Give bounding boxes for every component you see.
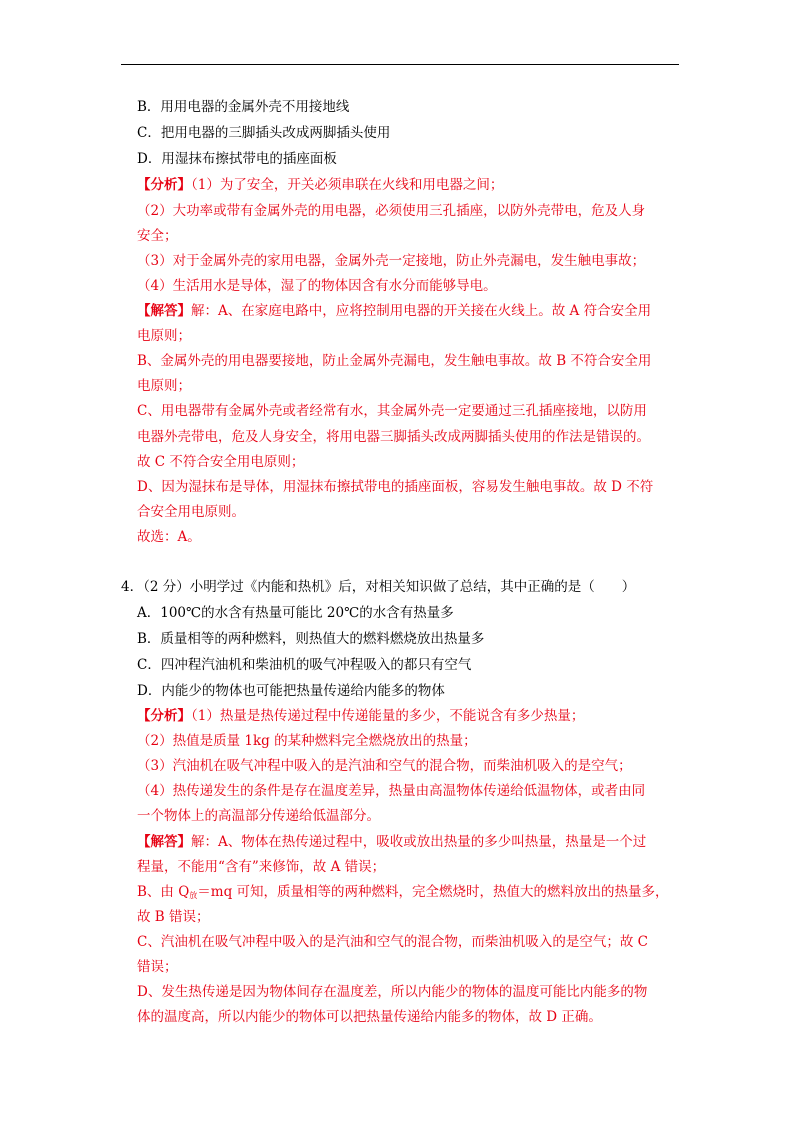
q4-answer-line-3: B、由 $Q_放=mq$ 可知，质量相等的两种燃料，完全燃烧时，热值大的燃料放出的热量多，	[137, 884, 669, 900]
q4-answer-line-4: 故 B 错误；	[137, 909, 210, 925]
analysis-tag: 【分析】	[137, 177, 191, 193]
q4-answer-line-8: 体的温度高，所以内能少的物体可以把热量传递给内能多的物体，故 D 正确。	[137, 1009, 602, 1025]
subscript-fang: 放	[189, 891, 198, 900]
answer-tag: 【解答】	[137, 834, 191, 850]
q4-analysis-line-2: （2）热值是质量 1kg 的某种燃料完全燃烧放出的热量；	[137, 733, 477, 749]
q4-option-d: D．内能少的物体也可能把热量传递给内能多的物体	[137, 683, 445, 699]
q3-analysis-line-2: （2）大功率或带有金属外壳的用电器，必须使用三孔插座，以防外壳带电，危及人身	[137, 203, 646, 219]
q3-answer-line-5: C、用电器带有金属外壳或者经常有水，其金属外壳一定要通过三孔插座接地，以防用	[137, 403, 647, 419]
q3-answer-line-4: 电原则；	[137, 378, 191, 394]
q3-option-d: D．用湿抹布擦拭带电的插座面板	[137, 151, 337, 167]
q4-answer-line-2: 程量，不能用“含有”来修饰，故 A 错误；	[137, 859, 386, 875]
q3-answer-line-2: 电原则；	[137, 328, 191, 344]
answer-tag: 【解答】	[137, 303, 191, 319]
q3-choice: 故选：A。	[137, 529, 201, 545]
q4-stem: 4．（2 分）小明学过《内能和热机》后，对相关知识做了总结，其中正确的是（ ）	[121, 579, 636, 595]
q3-answer-line-8: D、因为湿抹布是导体，用湿抹布擦拭带电的插座面板，容易发生触电事故。故 D 不符	[137, 479, 654, 495]
q4-answer-line-1: 【解答】解：A、物体在热传递过程中，吸收或放出热量的多少叫热量，热量是一个过	[137, 834, 647, 850]
q4-answer-line-5: C、汽油机在吸气冲程中吸入的是汽油和空气的混合物，而柴油机吸入的是空气；故 C	[137, 934, 648, 950]
q4-analysis-line-3: （3）汽油机在吸气冲程中吸入的是汽油和空气的混合物，而柴油机吸入的是空气；	[137, 758, 632, 774]
q3-answer-line-9: 合安全用电原则。	[137, 504, 245, 520]
q3-answer-line-6: 电器外壳带电，危及人身安全，将用电器三脚插头改成两脚插头使用的作法是错误的。	[137, 429, 650, 445]
q4-answer-line-6: 错误；	[137, 959, 178, 975]
q3-option-c: C．把用电器的三脚插头改成两脚插头使用	[137, 125, 391, 141]
q4-analysis-line-4: （4）热传递发生的条件是存在温度差异，热量由高温物体传递给低温物体，或者由同	[137, 783, 646, 799]
q3-analysis-line-4: （3）对于金属外壳的家用电器，金属外壳一定接地，防止外壳漏电，发生触电事故；	[137, 253, 646, 269]
q3-analysis-line-3: 安全；	[137, 228, 178, 244]
q3-analysis-line-1: 【分析】（1）为了安全，开关必须串联在火线和用电器之间；	[137, 177, 504, 193]
q3-answer-line-7: 故 C 不符合安全用电原则；	[137, 454, 305, 470]
q3-answer-line-1: 【解答】解：A、在家庭电路中，应将控制用电器的开关接在火线上。故 A 符合安全用	[137, 303, 652, 319]
q3-analysis-line-5: （4）生活用水是导体，湿了的物体因含有水分而能够导电。	[137, 278, 497, 294]
q4-option-a: A．100℃的水含有热量可能比 20℃的水含有热量多	[137, 605, 454, 621]
q4-analysis-line-1: 【分析】（1）热量是热传递过程中传递能量的多少，不能说含有多少热量；	[137, 708, 585, 724]
header-rule	[121, 64, 679, 65]
q4-analysis-line-5: 一个物体上的高温部分传递给低温部分。	[137, 808, 380, 824]
analysis-tag: 【分析】	[137, 708, 191, 724]
q3-answer-line-3: B、金属外壳的用电器要接地，防止金属外壳漏电，发生触电事故。故 B 不符合安全用	[137, 353, 652, 369]
q4-option-c: C．四冲程汽油机和柴油机的吸气冲程吸入的都只有空气	[137, 657, 472, 673]
q3-option-b: B．用用电器的金属外壳不用接地线	[137, 99, 350, 115]
q4-answer-line-7: D、发生热传递是因为物体间存在温度差，所以内能少的物体的温度可能比内能多的物	[137, 984, 648, 1000]
q4-option-b: B．质量相等的两种燃料，则热值大的燃料燃烧放出热量多	[137, 631, 485, 647]
